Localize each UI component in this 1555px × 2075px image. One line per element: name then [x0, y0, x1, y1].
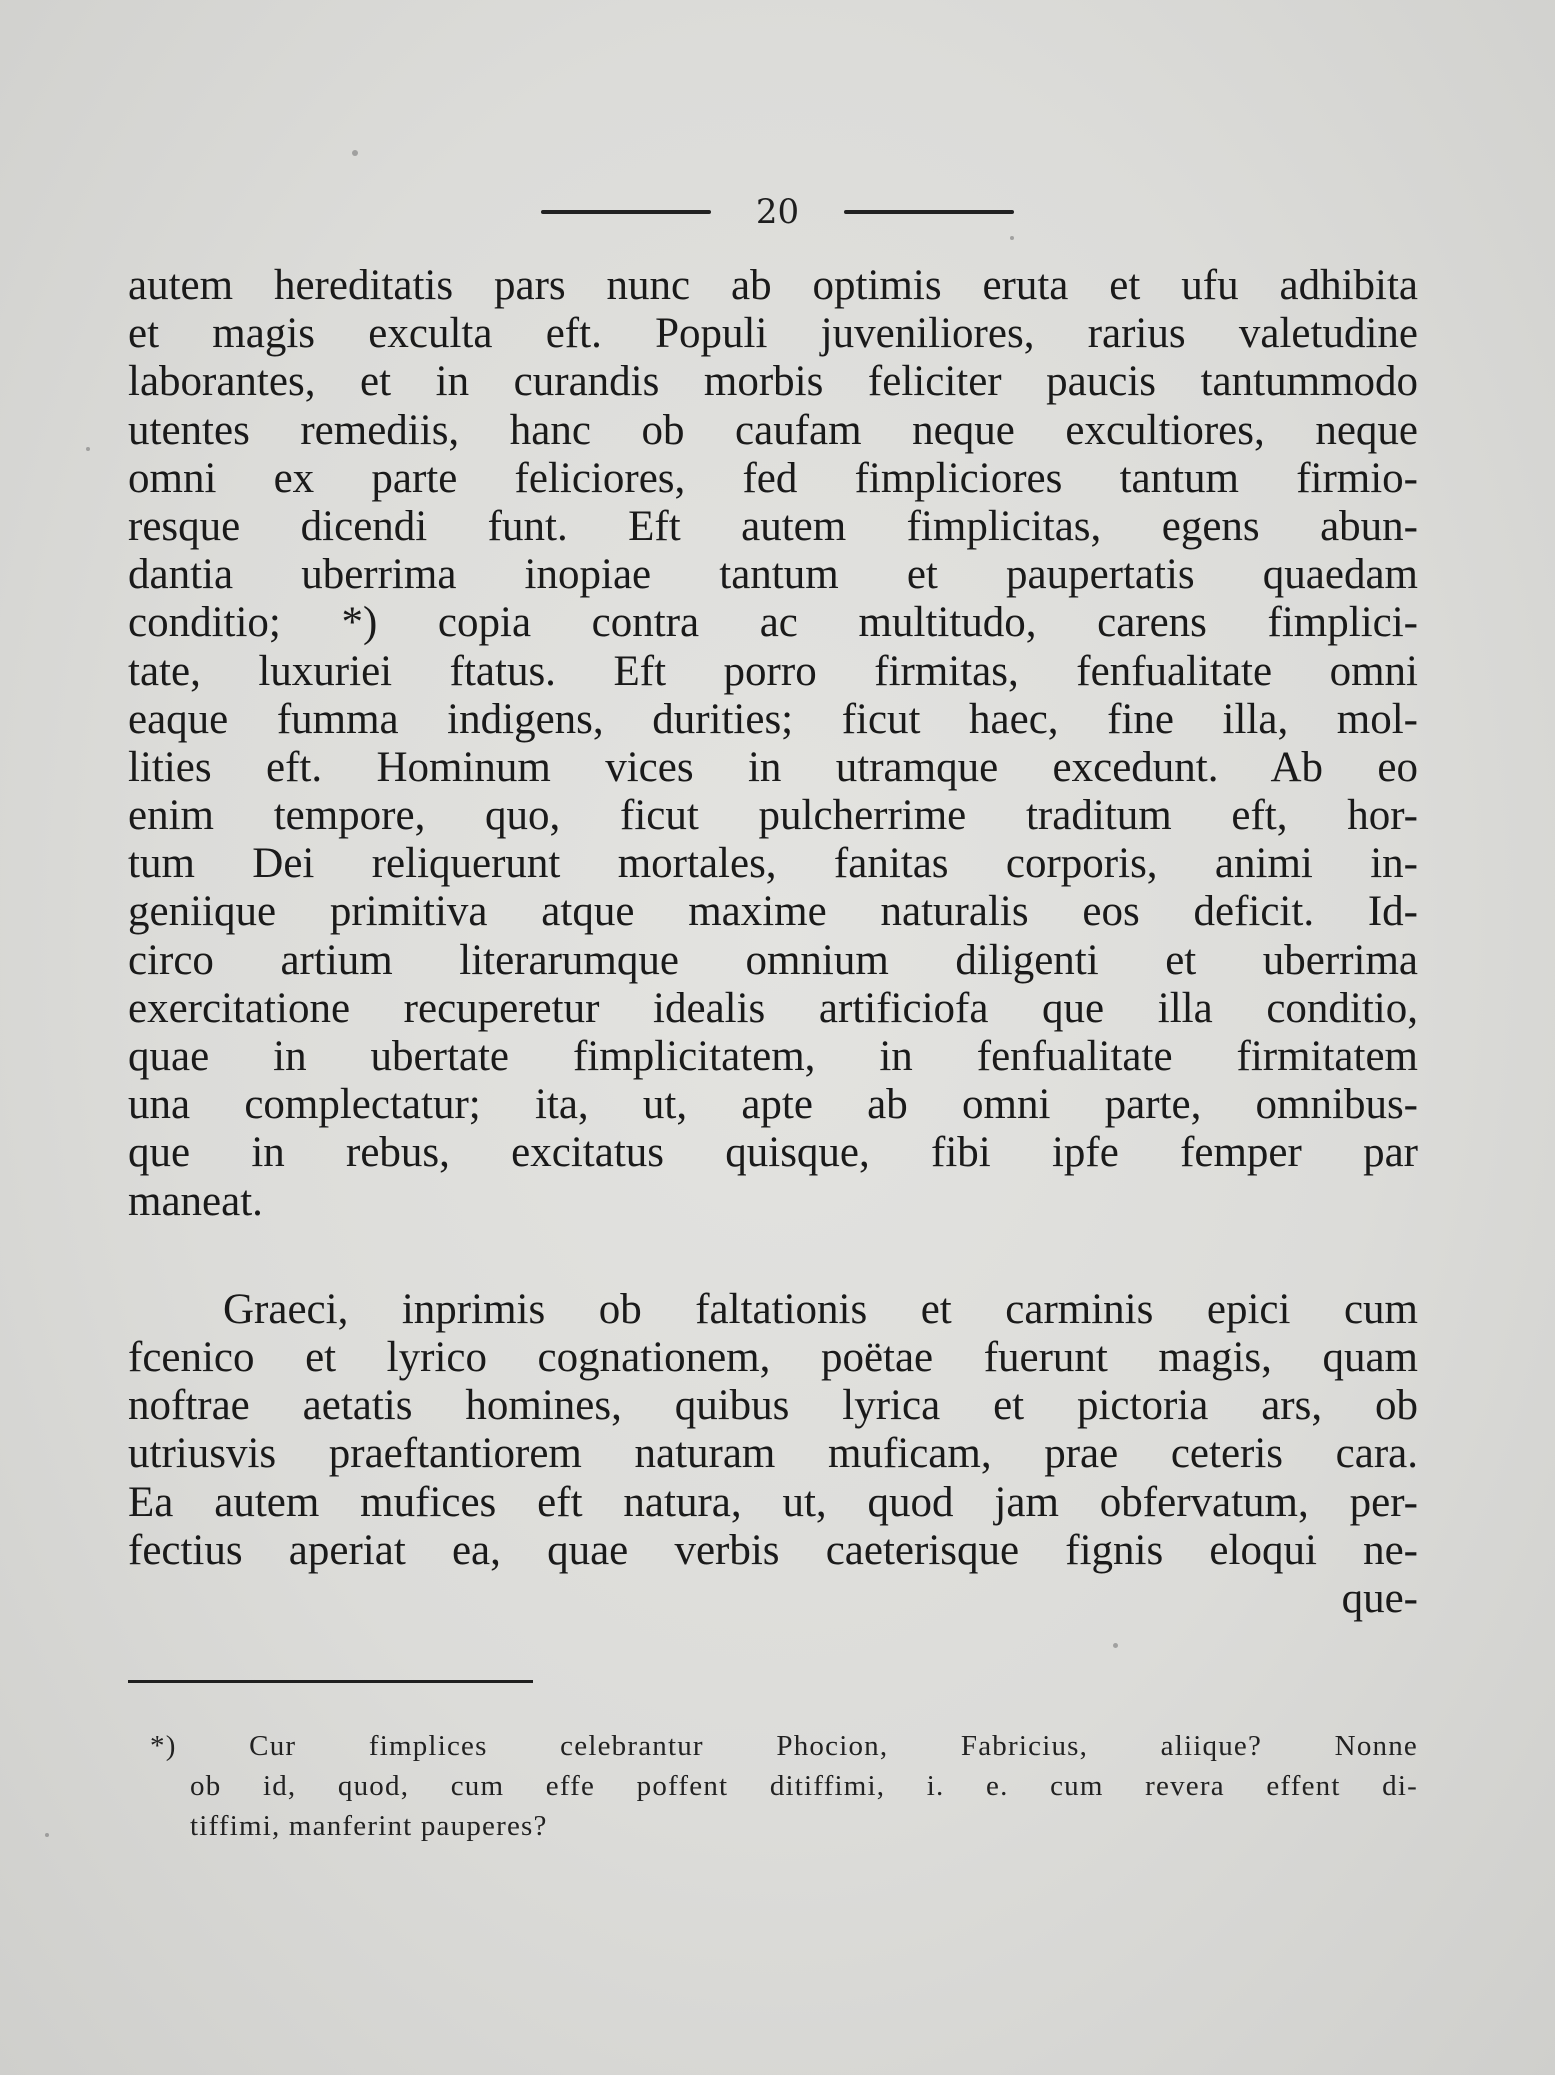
text-line: enim tempore, quo, ficut pulcherrime traditum eft, hor- — [128, 792, 1418, 840]
paper-speck — [1010, 236, 1014, 240]
paper-speck — [86, 447, 90, 451]
page-number: 20 — [755, 192, 800, 232]
paragraph-2 — [128, 1286, 1418, 1623]
text-line: eaque fumma indigens, durities; ficut haec, fine illa, mol- — [128, 695, 1418, 743]
text-line: resque dicendi funt. Eft autem fimplicitas, egens abun- — [128, 502, 1418, 550]
catchword: que- — [1341, 1574, 1418, 1622]
paper-speck — [1113, 1643, 1118, 1648]
text-line: circo artium literarumque omnium diligenti et uberrima — [128, 936, 1418, 984]
text-line: utriusvis praeftantiorem naturam muficam, prae ceteris cara. — [128, 1430, 1418, 1478]
text-line: fectius aperiat ea, quae verbis caeterisque fignis eloqui ne- — [128, 1526, 1418, 1574]
footnote-line: tiffimi, manferint pauperes? — [190, 1810, 548, 1842]
footnote-rule — [128, 1680, 533, 1683]
text-line: exercitatione recuperetur idealis artificiofa que illa conditio, — [128, 984, 1418, 1032]
paragraph-1 — [128, 262, 1418, 1226]
footnote — [150, 1726, 1418, 1846]
paper-speck — [45, 1833, 49, 1837]
text-line: fcenico et lyrico cognationem, poëtae fuerunt magis, quam — [128, 1333, 1418, 1381]
running-head — [0, 190, 1555, 232]
footnote-line: *) Cur fimplices celebrantur Phocion, Fabricius, aliique? Nonne — [150, 1730, 1418, 1762]
text-line: quae in ubertate fimplicitatem, in fenfualitate firmitatem — [128, 1033, 1418, 1080]
text-line: laborantes, et in curandis morbis feliciter paucis tantummodo — [128, 358, 1418, 406]
text-line: dantia uberrima inopiae tantum et paupertatis quaedam — [128, 551, 1418, 599]
text-line: Ea autem mufices eft natura, ut, quod jam obfervatum, per- — [128, 1478, 1418, 1526]
footnote-line: ob id, quod, cum effe poffent ditiffimi, i. e. cum revera effent di- — [190, 1770, 1418, 1802]
text-line: noftrae aetatis homines, quibus lyrica et pictoria ars, ob — [128, 1382, 1418, 1430]
text-line: tate, luxuriei ftatus. Eft porro firmitas, fenfualitate omni — [128, 647, 1418, 695]
main-text — [128, 262, 1418, 1623]
text-line: geniique primitiva atque maxime naturalis eos deficit. Id- — [128, 888, 1418, 936]
text-line: et magis exculta eft. Populi juveniliores, rarius valetudine — [128, 310, 1418, 358]
paragraph-gap — [128, 1226, 1418, 1286]
text-line: omni ex parte feliciores, fed fimpliciores tantum firmio- — [128, 454, 1418, 502]
head-rule-left — [541, 210, 711, 214]
text-line: tum Dei reliquerunt mortales, fanitas corporis, animi in- — [128, 840, 1418, 888]
text-line: una complectatur; ita, ut, apte ab omni parte, omnibus- — [128, 1081, 1418, 1129]
text-line: Graeci, inprimis ob faltationis et carminis epici cum — [223, 1285, 1418, 1333]
paper-speck — [352, 150, 358, 156]
text-line: autem hereditatis pars nunc ab optimis eruta et ufu adhibita — [128, 262, 1418, 309]
text-line: conditio; *) copia contra ac multitudo, carens fimplici- — [128, 599, 1418, 647]
text-line: utentes remediis, hanc ob caufam neque excultiores, neque — [128, 406, 1418, 454]
text-line: lities eft. Hominum vices in utramque excedunt. Ab eo — [128, 743, 1418, 791]
text-line: que in rebus, excitatus quisque, fibi ipfe femper par — [128, 1129, 1418, 1177]
head-rule-right — [844, 210, 1014, 214]
text-line: maneat. — [128, 1177, 263, 1225]
